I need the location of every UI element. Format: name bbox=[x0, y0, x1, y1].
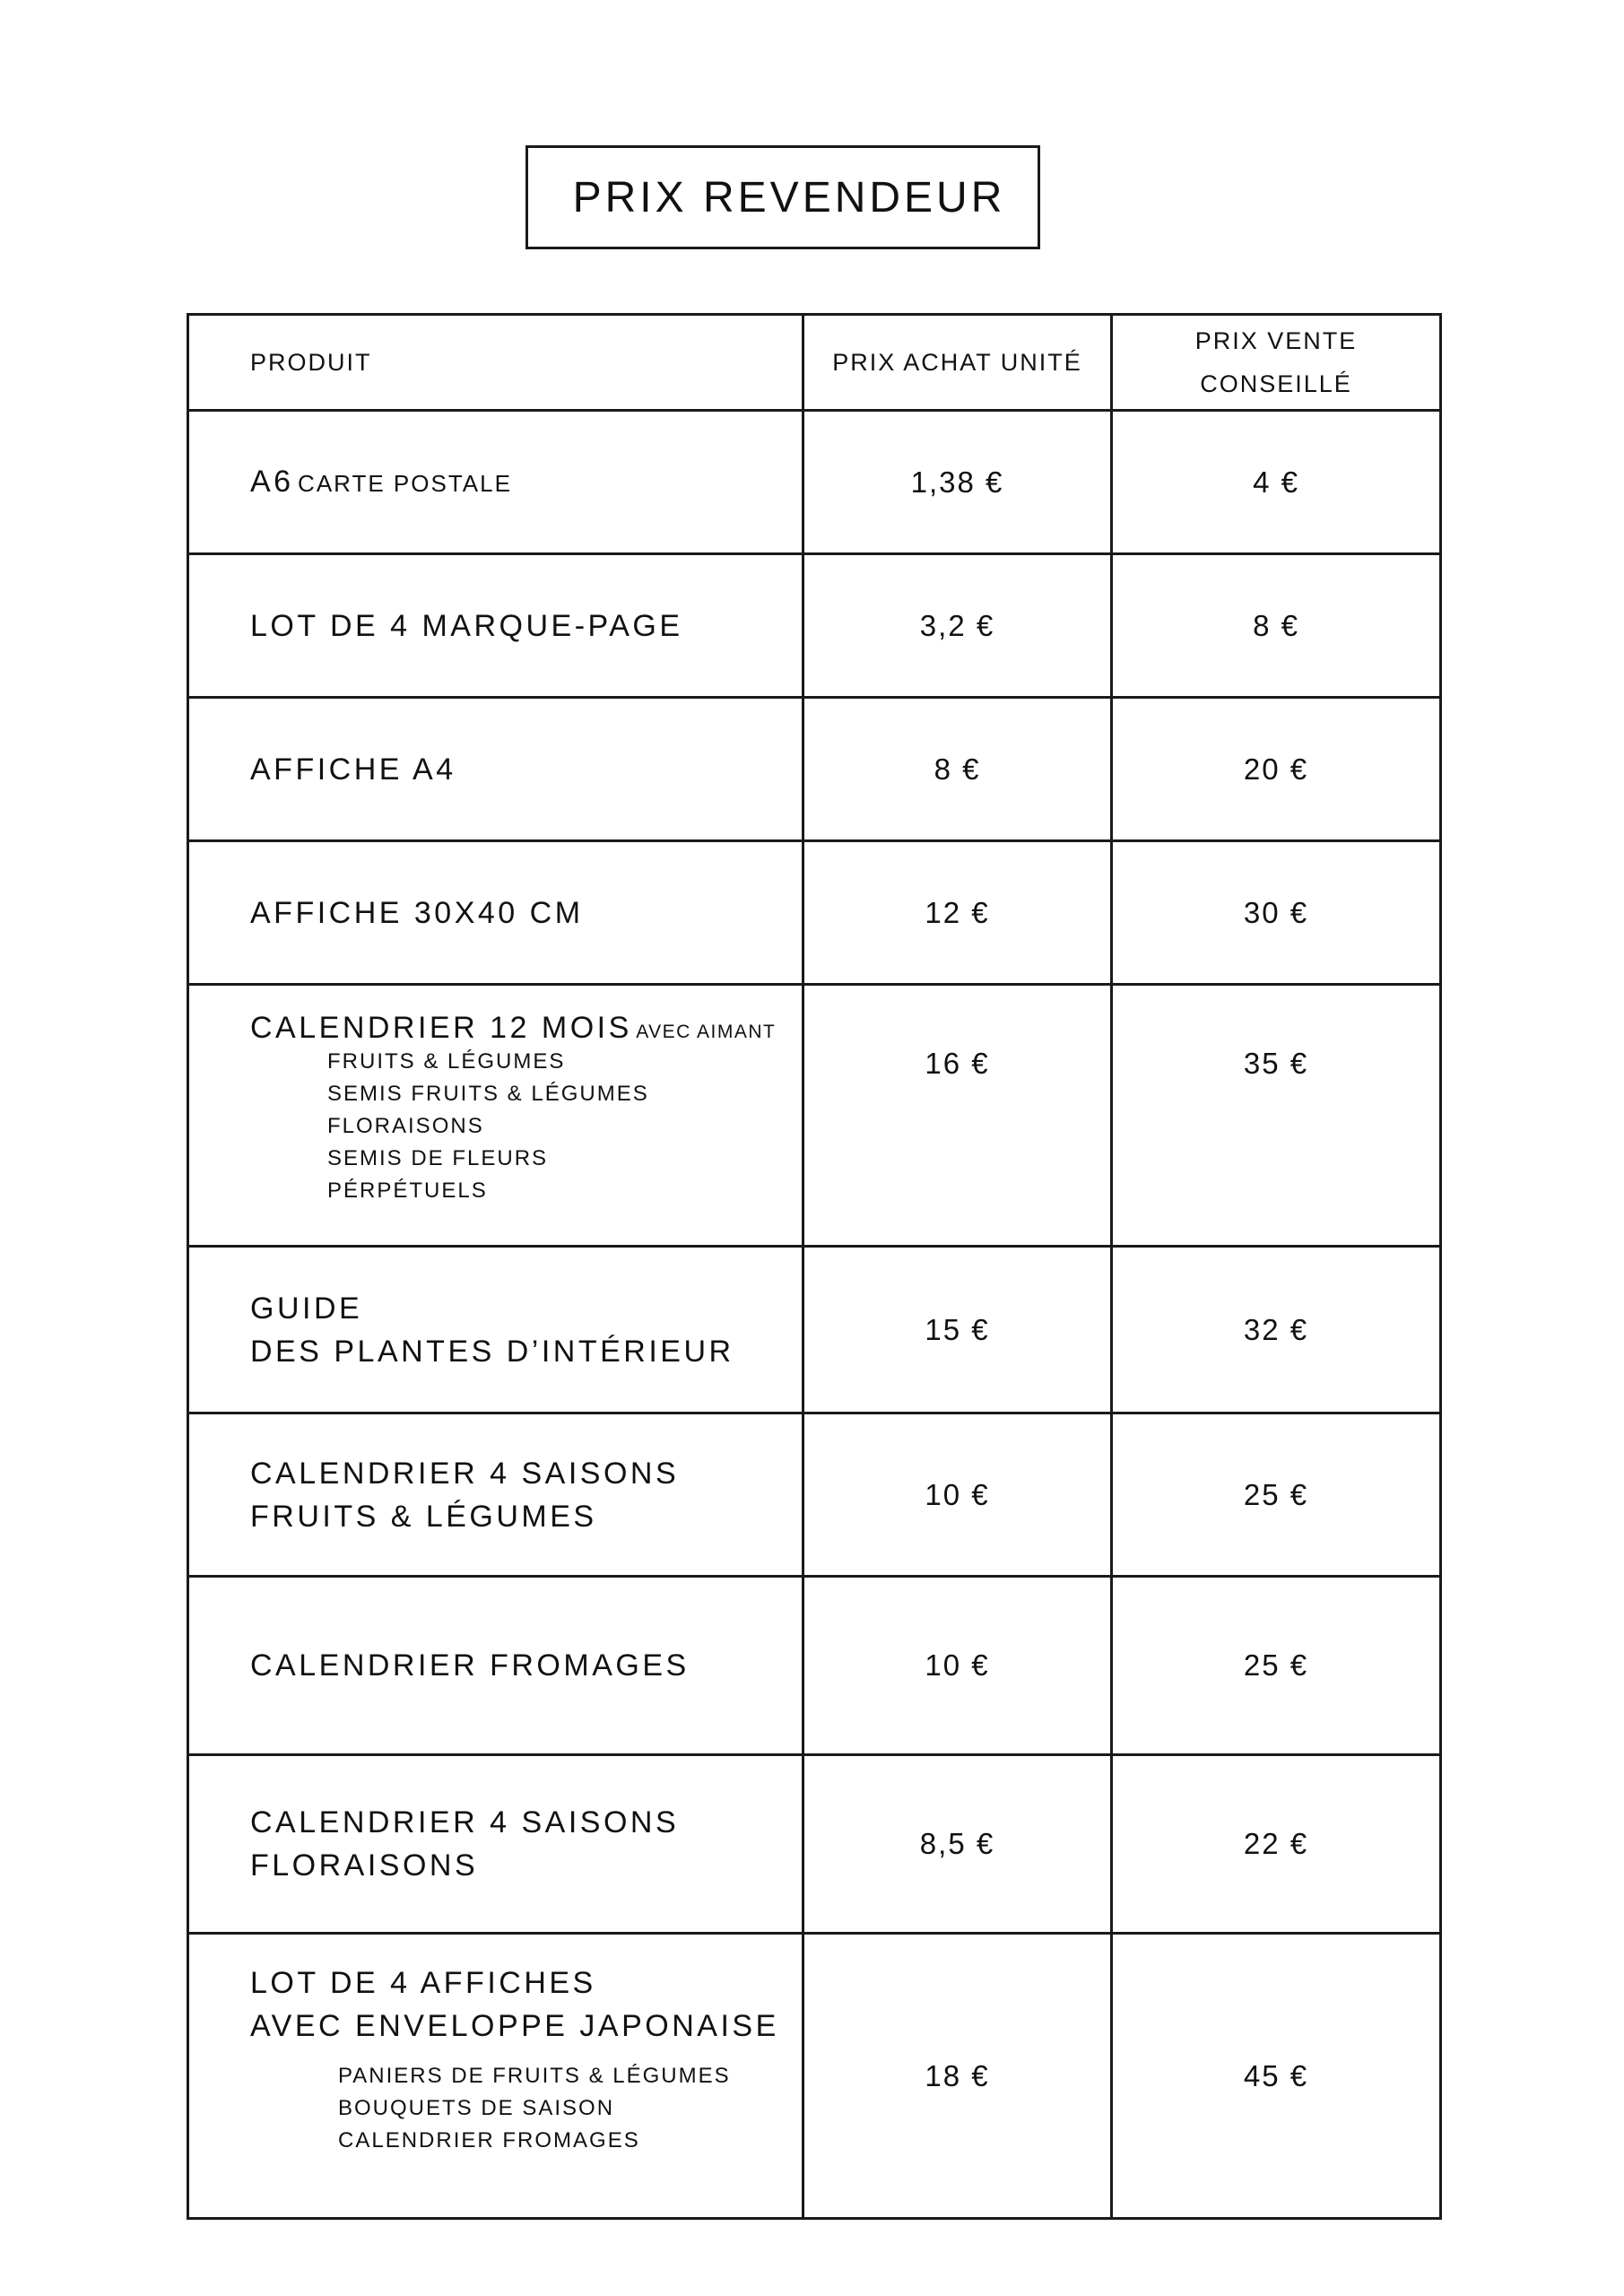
product-cell bbox=[188, 1934, 803, 2219]
product-name: CALENDRIER FROMAGES bbox=[250, 1648, 690, 1683]
product-cell bbox=[188, 1577, 803, 1755]
product-cell bbox=[188, 411, 803, 554]
price-table bbox=[187, 313, 1442, 2220]
product-cell bbox=[188, 1755, 803, 1934]
product-cell bbox=[188, 841, 803, 985]
product-name-line2: FLORAISONS bbox=[250, 1848, 479, 1883]
product-name-line1: GUIDE bbox=[250, 1291, 363, 1326]
product-name: AFFICHE 30X40 CM bbox=[250, 895, 584, 930]
header-product: PRODUIT bbox=[188, 315, 803, 411]
product-name: LOT DE 4 MARQUE-PAGE bbox=[250, 608, 683, 643]
purchase-price: 15 € bbox=[803, 1247, 1112, 1413]
table-row bbox=[188, 1413, 1441, 1577]
purchase-price: 8 € bbox=[803, 698, 1112, 841]
sale-price: 4 € bbox=[1112, 411, 1441, 554]
title-box bbox=[525, 145, 1040, 249]
table-row bbox=[188, 411, 1441, 554]
table-row bbox=[188, 1247, 1441, 1413]
header-sale-line2: CONSEILLÉ bbox=[1200, 370, 1352, 397]
purchase-price: 12 € bbox=[803, 841, 1112, 985]
table-row bbox=[188, 554, 1441, 698]
product-cell bbox=[188, 554, 803, 698]
table-row bbox=[188, 1577, 1441, 1755]
purchase-price: 8,5 € bbox=[803, 1755, 1112, 1934]
product-format: A6 bbox=[250, 465, 294, 499]
table-row bbox=[188, 841, 1441, 985]
product-name-line1: LOT DE 4 AFFICHES bbox=[250, 1966, 596, 2000]
table-row bbox=[188, 985, 1441, 1247]
product-name-line2: FRUITS & LÉGUMES bbox=[250, 1499, 597, 1534]
header-sale-price bbox=[1112, 315, 1441, 411]
product-cell bbox=[188, 1247, 803, 1413]
sale-price: 22 € bbox=[1112, 1755, 1441, 1934]
product-name: AFFICHE A4 bbox=[250, 752, 456, 787]
sale-price: 32 € bbox=[1112, 1247, 1441, 1413]
table-row bbox=[188, 698, 1441, 841]
sub-item: BOUQUETS DE SAISON bbox=[338, 2096, 615, 2120]
product-cell bbox=[188, 1413, 803, 1577]
product-note: AVEC AIMANT bbox=[636, 1022, 777, 1042]
sale-price: 8 € bbox=[1112, 554, 1441, 698]
sale-price: 35 € bbox=[1112, 985, 1441, 1247]
sale-price: 30 € bbox=[1112, 841, 1441, 985]
product-name-line1: CALENDRIER 4 SAISONS bbox=[250, 1805, 680, 1839]
table-header-row bbox=[188, 315, 1441, 411]
header-sale-line1: PRIX VENTE bbox=[1194, 327, 1358, 354]
sale-price: 20 € bbox=[1112, 698, 1441, 841]
sub-item: FRUITS & LÉGUMES bbox=[327, 1049, 566, 1074]
product-cell bbox=[188, 985, 803, 1247]
sub-item: PÉRPÉTUELS bbox=[327, 1178, 488, 1203]
sub-item: SEMIS FRUITS & LÉGUMES bbox=[327, 1082, 649, 1106]
product-title-line bbox=[250, 1011, 802, 1046]
product-name-line1: CALENDRIER 4 SAISONS bbox=[250, 1456, 680, 1491]
product-name-line2: DES PLANTES D’INTÉRIEUR bbox=[250, 1334, 734, 1369]
product-cell bbox=[188, 698, 803, 841]
sub-item: PANIERS DE FRUITS & LÉGUMES bbox=[338, 2064, 731, 2088]
table-row bbox=[188, 1755, 1441, 1934]
sale-price: 45 € bbox=[1112, 1934, 1441, 2219]
sale-price: 25 € bbox=[1112, 1413, 1441, 1577]
page-title: PRIX REVENDEUR bbox=[572, 173, 1006, 222]
sub-item: FLORAISONS bbox=[327, 1114, 484, 1138]
purchase-price: 16 € bbox=[803, 985, 1112, 1247]
purchase-price: 18 € bbox=[803, 1934, 1112, 2219]
product-name: CALENDRIER 12 MOIS bbox=[250, 1011, 632, 1045]
sub-item: SEMIS DE FLEURS bbox=[327, 1146, 549, 1170]
purchase-price: 10 € bbox=[803, 1413, 1112, 1577]
sale-price: 25 € bbox=[1112, 1577, 1441, 1755]
product-name: CARTE POSTALE bbox=[298, 470, 512, 497]
purchase-price: 3,2 € bbox=[803, 554, 1112, 698]
header-purchase-price: PRIX ACHAT UNITÉ bbox=[803, 315, 1112, 411]
purchase-price: 1,38 € bbox=[803, 411, 1112, 554]
purchase-price: 10 € bbox=[803, 1577, 1112, 1755]
sub-item: CALENDRIER FROMAGES bbox=[338, 2128, 640, 2152]
product-name-line2: AVEC ENVELOPPE JAPONAISE bbox=[250, 2009, 779, 2043]
table-row bbox=[188, 1934, 1441, 2219]
